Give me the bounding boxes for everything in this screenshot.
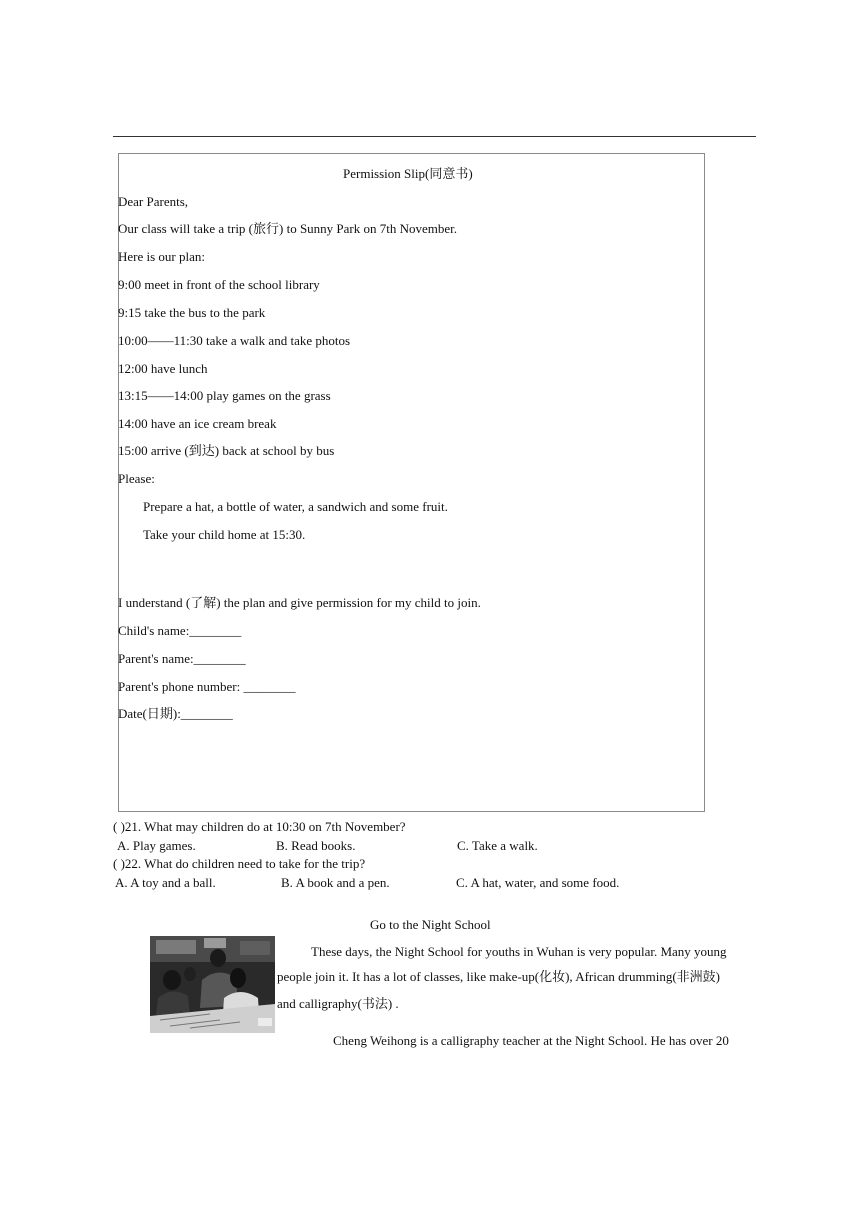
- note-item: Take your child home at 15:30.: [143, 527, 306, 542]
- night-school-calligraphy-photo: [150, 936, 275, 1033]
- schedule-item: 9:15 take the bus to the park: [118, 305, 266, 320]
- schedule-item: 10:00——11:30 take a walk and take photos: [118, 333, 351, 348]
- consent-text: I understand (了解) the plan and give permission for my child to join.: [118, 595, 481, 610]
- passage-title: Go to the Night School: [370, 917, 491, 932]
- plan-label: Here is our plan:: [118, 249, 206, 264]
- question-22-option-c[interactable]: C. A hat, water, and some food.: [456, 875, 620, 890]
- parents-name-field[interactable]: Parent's name:________: [118, 651, 246, 666]
- parents-phone-field[interactable]: Parent's phone number: ________: [118, 679, 296, 694]
- passage-line: Cheng Weihong is a calligraphy teacher at the Night School. He has over 20: [333, 1033, 729, 1048]
- question-22-option-b[interactable]: B. A book and a pen.: [281, 875, 390, 890]
- question-21-option-a[interactable]: A. Play games.: [117, 838, 196, 853]
- question-22-stem: ( )22. What do children need to take for the trip?: [113, 856, 366, 871]
- passage-line: and calligraphy(书法) .: [277, 996, 399, 1011]
- schedule-item: 13:15——14:00 play games on the grass: [118, 388, 331, 403]
- question-21-option-b[interactable]: B. Read books.: [276, 838, 356, 853]
- question-22-option-a[interactable]: A. A toy and a ball.: [115, 875, 216, 890]
- schedule-item: 12:00 have lunch: [118, 361, 208, 376]
- passage-line: These days, the Night School for youths in Wuhan is very popular. Many young: [311, 944, 727, 959]
- header-rule: [113, 136, 756, 137]
- please-label: Please:: [118, 471, 155, 486]
- childs-name-field[interactable]: Child's name:________: [118, 623, 242, 638]
- date-field[interactable]: Date(日期):________: [118, 706, 233, 721]
- schedule-item: 14:00 have an ice cream break: [118, 416, 277, 431]
- note-item: Prepare a hat, a bottle of water, a sandwich and some fruit.: [143, 499, 448, 514]
- passage-line: people join it. It has a lot of classes, like make-up(化妆), African drumming(非洲鼓): [277, 969, 720, 984]
- question-21-stem: ( )21. What may children do at 10:30 on 7th November?: [113, 819, 406, 834]
- schedule-item: 15:00 arrive (到达) back at school by bus: [118, 443, 335, 458]
- question-21-option-c[interactable]: C. Take a walk.: [457, 838, 538, 853]
- slip-title: Permission Slip(同意书): [343, 166, 473, 181]
- slip-intro: Our class will take a trip (旅行) to Sunny Park on 7th November.: [118, 221, 458, 236]
- schedule-item: 9:00 meet in front of the school library: [118, 277, 320, 292]
- slip-greeting: Dear Parents,: [118, 194, 189, 209]
